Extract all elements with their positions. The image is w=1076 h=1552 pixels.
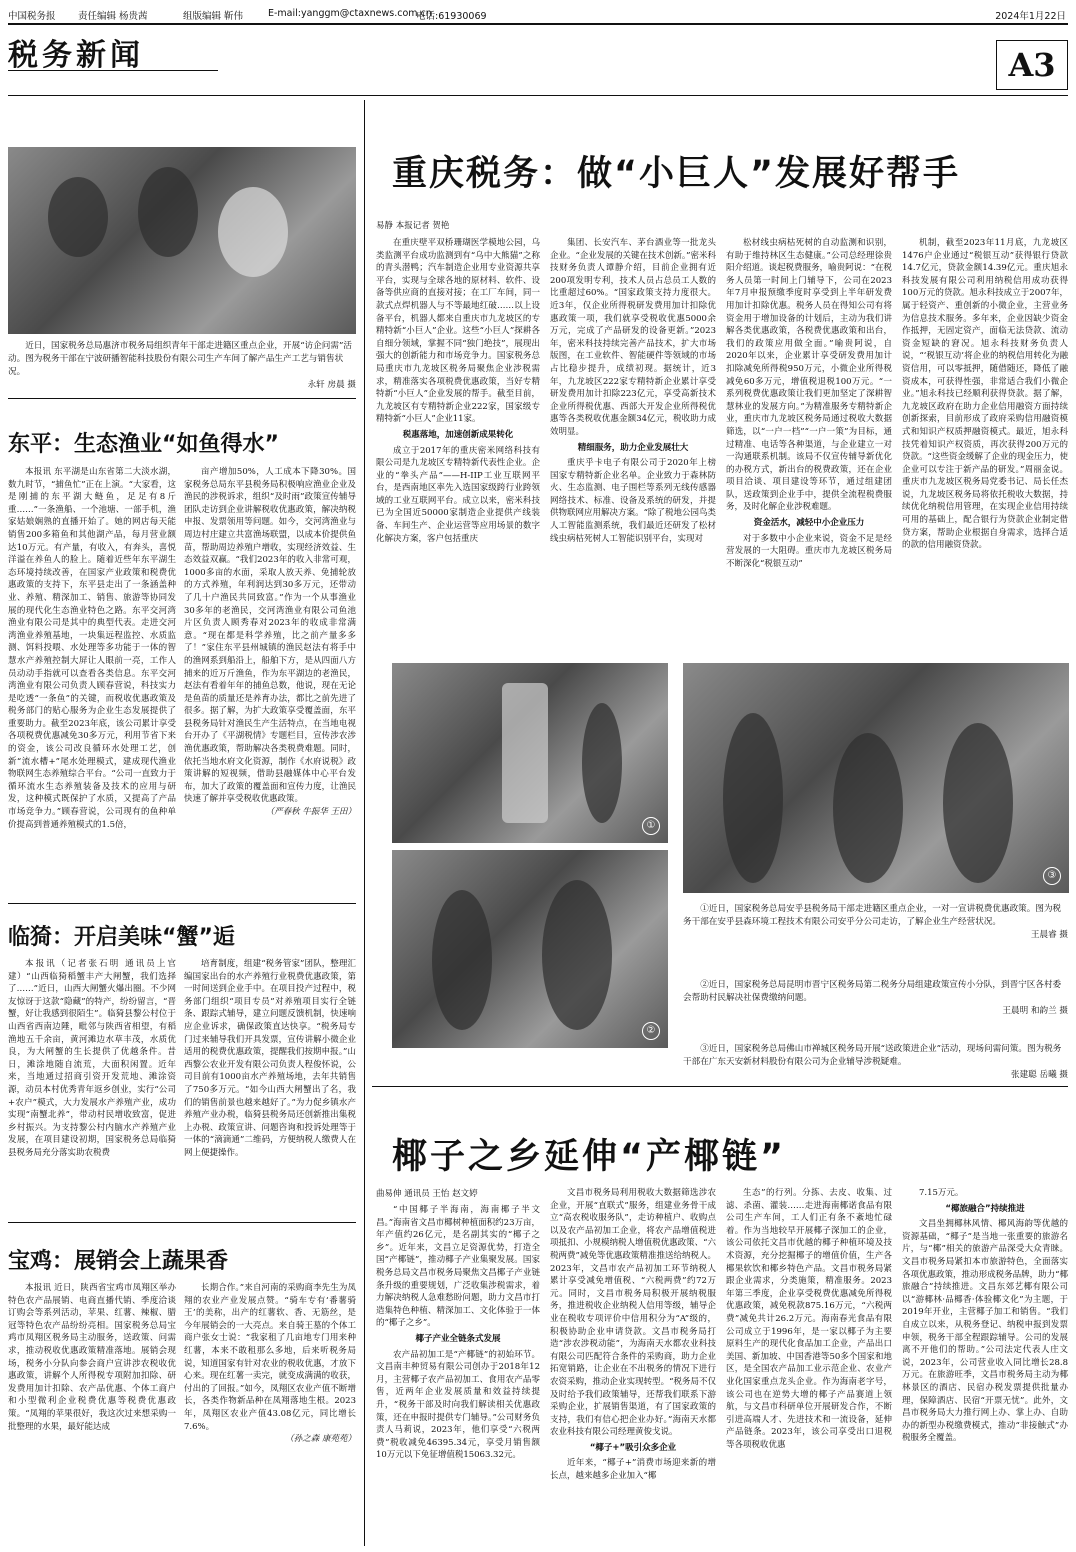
column-rule [364,100,365,1546]
paper-name: 中国税务报 [8,11,56,22]
article-coconut-col1: “中国椰子半海南，海南椰子半文昌。”海南省文昌市椰树种植面积约23万亩，年产值约26亿元，是名副其实的“椰子之乡”。近年来，文昌立足资源优势，打造全国“产椰链”，推动椰子产业集聚发展。国家税务总局文昌市税务局聚焦文昌椰子产业链条升级的重要规划，广泛收集涉税需求，着力解决纳税人急难愁盼问题，助力文昌市打造集特色种植、精深加工、文化体验于一体的“椰子之乡”。 椰子产业全链条式发展 农产品初加工是“产椰链”的初始环节。文昌南丰种贸易有限公司创办于2018年12月，主营椰子农产品初加工、食用农产品零售，近两年企业发展质量和效益持续提升，“税务干部及时向我们解读相关优惠政策，还在申报时提供专门辅导。”公司财务负责人马莉说，2023年，他们享受“六税两费”税收减免46395.34元，享受月销售额10万元以下免征增值税15063.32元。 [376,1205,540,1461]
chongqing-subhead-1: 税惠落地，加速创新成果转化 [402,429,514,440]
article-linyi-col2: 培育制度，组建“税务管家”团队，整理汇编国家出台的水产养殖行业税费优惠政策，第一时间送到企业手中。在项目投产过程中，税务部门组织“项目专员”对养殖项目实行全链条、跟踪式辅导，建立问题反馈机制，快速响应企业诉求，确保政策直达快享。“税务局专门过来辅导我们开具发票，宣传讲解小微企业适用的税费优惠政策，提醒我们按期申报。”山西黎公农业开发有限公司负责人程俊怀说，公司目前有1000亩水产养殖场地，去年共销售了750多万元。“如今山西大闸蟹出了名，我们的销售前景也越来越好了。”为力促乡镇水产养殖产业办税，临猗县税务局还创新推出集税上办税、政策宣讲、问题咨询和投诉处理等于一体的“滴滴通”二维码，方便纳税人缴费人在网上便捷操作。 [184,959,356,1158]
left-photo-caption: 近日，国家税务总局惠济市税务局组织青年干部走进籍区重点企业，开展“访企问需”活动。图为税务干部在宁波研播智能科技股份有限公司生产车间了解产品生产工艺与销售状况。 永轩 房晨 摄 [8,341,356,390]
page-number: A3 [996,40,1068,90]
headline-coconut: 椰子之乡延伸“产椰链” [392,1137,787,1177]
headline-chongqing: 重庆税务：做“小巨人”发展好帮手 [392,154,961,194]
photo-number-2: ② [642,1022,660,1040]
chongqing-subhead-2: 精细服务，助力企业发展壮大 [577,442,689,453]
article-coconut-col4: 7.15万元。 “椰旅融合”持续推进 文昌坐拥椰林风情、椰风海韵等优越的资源基础，“椰子”是当地一张重要的旅游名片，与“椰”相关的旅游产品深受大众青睐。文昌市税务局紧扣本市旅游特色，全面落实各项优惠政策，推动形成税务品牌，助力“椰旅融合”持续推进。文昌东郊艺椰有限公司以“游椰林·品椰香·体验椰文化”为主题，于2019年开业，主营椰子加工和销售。“我们自成立以来，从税务登记、纳税申报到发票申领，税务干部全程跟踪辅导。公司的发展离不开他们的帮助。”公司法定代表人庄文说，2023年，公司营业收入同比增长28.8万元。在旅游旺季，文昌市税务局主动为椰林景区的酒店、民宿办税发票提供批量办理，保障酒店、民宿“开票无忧”。此外，文昌市税务局大力推行网上办、掌上办、自助办的新型办税缴费模式，推动“非接触式”办税服务全覆盖。 [902,1188,1068,1444]
banner-rule [8,95,1068,96]
photo-1-factory-visit [392,663,668,843]
chongqing-subhead-3: 资金活水，减轻中小企业压力 [753,518,865,529]
article-baoji-col1: 本报讯 近日，陕西省宝鸡市凤翔区举办特色农产品展销、电商直播代销、季度洽谈订购会等系列活动，苹果、红薯、辣椒、腊冠等特色农产品纷纷亮相。国家税务总局宝鸡市凤翔区税务局主动服务，送政策、问需求，推动税收优惠政策精准落地。展销会现场，税务小分队向参会商户宣讲涉农税收优惠政策，讲解个人所得税专项附加扣除、研发费用加计扣除、农产品优惠、个体工商户和小型微利企业税费优惠等税费优惠政策。“凤翔的苹果很好，我这次过来想采购一批整理的水果，最好能达成 [8,1283,176,1432]
coconut-subhead-2: “椰子+”吸引众多企业 [589,1442,677,1453]
photo-caption-3: ③近日，国家税务总局佛山市禅城区税务局开展“送政策进企业”活动，现场问需问策。图为税务干部在广东天安新材料股份有限公司为企业辅导涉税疑难。 张建聪 岳曦 摄 [683,1044,1068,1080]
masthead-bar [8,6,1068,22]
phone: 电话:61930069 [416,11,487,22]
header-rule [8,23,1068,25]
coconut-subhead-1: 椰子产业全链条式发展 [415,1333,501,1344]
dongping-sign: （严春秋 牛振华 王田） [265,807,356,818]
divider [8,903,356,904]
photo-number-3: ③ [1043,867,1061,885]
article-baoji-col2: 长期合作。”来自河南的采购商李先生为凤翔的农业产业发展点赞。“骑车专有‘番薯骑王’的美称，出产的红薯软、香、无筋丝，是今年展销会的一大亮点。来自骑王墓的个体工商户张女士说：“我家租了几亩地专门用来种红薯，本来不敢租那么多地，后来听税务局说，知道国家有针对农业的税收优惠，才放下心来。现在红薯一卖完，就变成满满的收获，付出的了回报。”如今，凤翔区农业产值不断增长，各类作物新品种在凤翔落地生根。2023年，凤翔区农业产值43.08亿元，同比增长7.6%。 （孙之森 康苑苑） [184,1283,356,1445]
email: E-mail:yanggm@ctaxnews.com.cn [268,8,432,19]
coconut-subhead-3: “椰旅融合”持续推进 [945,1203,1025,1214]
article-chongqing-col1: 在重庆壁平双桥珊瑚医学模地公园，乌类监测平台成功监测到有“乌中大熊猫”之称的青头潜鸭；汽车制造企业用专业资源共享平台，实现与全球各地的原材料、软件、设备等供应商的直接对接；在工厂车间，同一款式点焊机器人与不等最地红破……以上设备平台，机器人都来自重庆市九龙坡区的专精特新“小巨人”企业。这些“小巨人”探耕各自细分领域，掌握不同“独门绝技”，展现出强大的创新能力和市场竞争力。国家税务总局重庆市九龙坡区税务局聚焦企业涉税需求，精准落实各项税费优惠政策，当好专精特新“小巨人”企业发展的帮手。截至目前，九龙坡区有专精特新企业222家，国家级专精特新“小巨人”企业11家。 税惠落地，加速创新成果转化 成立于2017年的重庆密米网络科技有限公司是九龙坡区专精特新代表性企业。企业的“拳头产品”——H-IIP工业互联网平台，是西南地区率先入选国家级跨行业跨领域的工业互联网平台。成立以来，密米科技已为全国近50000家制造企业提供产线装备、车间生产、企业运营等应用场景的数字化解决方案，客户包括重庆 [376,238,540,544]
editor: 责任编辑 杨贵茜 [78,11,148,22]
section-box [8,30,218,71]
headline-linyi: 临猗：开启美味“蟹”逅 [8,925,235,950]
article-dongping-col1: 本报讯 东平湖是山东省第二大淡水湖，数九时节，“捕鱼忙”正在上演。“大家看，这是刚捕的东平湖大鲢鱼，足足有8斤重……”一条渔船、一个池塘、一部手机，渔家姑娘娴熟的直播开始了。她的网店每天能销售200多箱鱼和其他湖产品，每月营业额达10万元。有产量，有收入，有奔头，喜悦洋溢在养鱼人的脸上。随着近些年东平湖生态环境持续改善，在国家产业政策和税费优惠政策的支持下，东平县走出了一条涵盖种业、养殖、精深加工、销售、旅游等协同发展的现代化生态渔业特色之路。东平交河湾渔业有限公司是其中的典型代表。走进交河湾渔业养殖基地，一块集远程监控、水质监测、饵料投喂、水处理等多功能于一体的智慧水产养殖控制大屏让人眼前一亮，工作人员动动手指就可以查看各类信息。东平交河湾渔业有限公司负责人顾春营说，科技实力是吃透“一条鱼”的关键，而税收优惠政策及税务部门的贴心服务为企业生态发展提供了重要助力。截至2023年底，该公司累计享受各项税费优惠减免30多万元，利用节省下来的资金，该公司改良循环水处理工艺，创新“流水槽+”尾水处理模式，建成现代渔业物联网生态养殖综合平台。“公司一直致力于循环流水生态养殖装备及技术的应用与研发，这种模式既保护了水质，又提高了产品市场竞争力。”顾春营说，公司现有的鱼种单价提高到普通养殖模式的1.5倍， [8,467,176,830]
divider [8,1222,356,1223]
article-chongqing-col4: 机制，截至2023年11月底，九龙坡区1476户企业通过“税银互动”获得银行贷款14.7亿元，贷款金额14.39亿元。重庆旭永科技发展有限公司利用纳税信用成功获得100万元的贷款。旭永科技成立于2007年，属于轻资产、重创新的小微企业，主营业务为信息技术服务。多年来，企业因缺少资金作抵押，无固定资产，面临无法贷款、流动资金短缺的窘况。旭永科技财务负责人说，“‘税银互动’将企业的纳税信用转化为融资信用，可以零抵押，随借随还，降低了融资成本，可获得性强，非常适合我们小微企业。”旭永科技已经顺利获得贷款。据了解，九龙坡区政府在助力企业信用融资方面持续创新探索，目前形成了政府采购信用融资模式和知识产权质押融资模式。最近，旭永科技凭着知识产权资质，再次获得200万元的贷款。“这些资金缓解了企业的现金压力，使企业可以专注于新产品的研发。”周丽金说。重庆市九龙坡区税务局党委书记、局长任杰说，九龙坡区税务局将依托税收大数据，持续优化纳税信用管理，在实现企业信用持续可用的基础上，配合银行为贷款企业制定借贷方案，帮助企业根据自身需求，选择合适的款的信用融资贷款。 [902,238,1068,551]
photo-number-1: ① [642,817,660,835]
photo-3-enterprise-meeting [683,663,1069,893]
photo-2-village-outreach [392,850,668,1048]
photo-caption-1: ①近日，国家税务总局安乎县税务局干部走进籍区重点企业，一对一宣讲税费优惠政策。图为税务干部在安乎县森环境工程技术有限公司安乎分公司走访，了解企业生产经营状况。 王晨睿 摄 [683,904,1068,940]
issue-date: 2024年1月22日 [995,11,1066,22]
section-title: 税务新闻 [8,38,144,73]
left-photo-credit: 永轩 房晨 摄 [307,380,356,390]
layout-editor: 组版编辑 靳伟 [183,11,244,22]
article-chongqing-col2: 集团、长安汽车、茅台酒业等一批龙头企业。“企业发展的关键在技术创新。”密米科技财务负责人谭静介绍，目前企业拥有近200项发明专利，技术人员占总员工人数的比重超过60%。“国家政策支持力度很大。近3年，仅企业所得税研发费用加计扣除优惠政策一项，我们就享受税收优惠5000余万元，完成了产品研发的设备更新。”2023年，密米科技持续完善产品技术，扩大市场版图，在工业软件、智能硬件等领域的市场占比稳步提升，成绩初现。据统计，近3年，九龙坡区222家专精特新企业累计享受研发费用加计扣除223亿元，享受高新技术企业所得税优惠、西部大开发企业所得税优惠等各类税收优惠金额34亿元，税收助力成效明显。 精细服务，助力企业发展壮大 重庆乎卡电子有限公司于2020年上榜国家专精特新企业名单。企业致力于森林防火、生态监测、电子围栏等系列无线传感器网络技术、标准、设备及系统的研发，并提供物联网应用解决方案。“除了税地公园鸟类人工智能监测系统，我们最近还研发了松材线虫病枯死树人工智能识别平台，实现对 [550,238,716,544]
article-linyi-col1: 本报讯（记者张石明 通讯员上官建）“山西临猗稻蟹丰产大闸蟹，我们选择了……”近日，山西大闸蟹火爆出圈。不少网友惊讶于这款“隐藏”的特产，纷纷留言，“晋蟹，好让我感到很陌生”。临猗县黎公村位于山西省西南边陲，毗邻与陕西省相望，有稻渔地五千余亩，黄河滩边水草丰茂，水质优良，为大闸蟹的生长提供了优越条件。昔日，滩涂地随自流荒，大面积闲置。近年来，当地通过招商引资开发荒地、滩涂资源，动员本村优秀青年返乡创业，实行“公司+农户”模式，大力发展水产养殖产业，成功实现“南蟹北养”，带动村民增收致富，促进乡村振兴。为支持黎公村内脑水产养殖产业发展，在项目建设初期，国家税务总局临猗县税务局充分落实助农税费 [8,959,176,1158]
photo-caption-2: ②近日，国家税务总局昆明市晋宁区税务局第二税务分局组建政策宣传小分队，到晋宁区各村委会帮助村民解决社保费缴纳问题。 王晨明 和韵兰 摄 [683,980,1068,1016]
article-dongping-col2: 亩产增加50%，人工成本下降30%。国家税务总局东平县税务局积极响应渔业企业及渔民的涉税诉求，组织“及时雨”政策宣传辅导团队走访到企业讲解税收优惠政策，解决纳税申报、发票领用等问题。如今，交河湾渔业与周边村庄建立共富渔场联盟，以成本价提供鱼苗，帮助周边养殖户增收，实现经济效益、生态效益双赢。“我们2023年的收入非常可观，1000多亩的水面，采取人放天养、免捕轮放的方式养殖，年利润达到30多万元，还带动了几十户渔民共同致富。”作为一个从事渔业30多年的老渔民，交河湾渔业有限公司鱼池片区负责人顾秀春对2023年的收成非常满意。“现在都是科学养殖，比之前产量多多了！”家住东平县州城镇的渔民赵法有将手中的渔网系到船沿上，船舶下方，是从四面八方捕来的近万斤渔鱼，作为东平湖边的老渔民，赵法有看着年年的捕鱼总数，他说，现在无论是鱼苗的质量还是养育办法，都比之前先进了很多。据了解，为扩大政策享受覆盖面，东平县税务局针对渔民生产生活特点，在当地电视台开办了《平湖税情》专题栏目，宣传涉农涉渔优惠政策，帮助解决各类税费难题。同时，依托当地水府文化资源，制作《水府说税》政策讲解的短视频，借助县融媒体中心平台发布，加大了政策的覆盖面和宣传力度，让渔民快速了解并享受税收优惠政策。 （严春秋 牛振华 王田） [184,467,356,818]
baoji-sign: （孙之森 康苑苑） [285,1434,356,1445]
headline-baoji: 宝鸡：展销会上蔬果香 [8,1249,229,1274]
photo-tax-officers-visit [8,147,356,334]
divider [8,398,356,399]
byline-coconut: 曲易伸 通讯员 王怡 赵文婷 [376,1189,478,1199]
article-chongqing-col3: 松材线虫病枯死树的自动监测和识别，有助于维持林区生态健康。”公司总经理徐贵阳介绍道。谈起税费服务，喻贵阿说：“在税务人员第一时间上门辅导下，公司在2023年7月申报预缴季度时享受到上半年研发费用加计扣除优惠。税务人员在得知公司有将资金用于增加设备的计划后，主动为我们讲解各类优惠政策，各税费优惠政策和出台，我们的政策应用做全面。”喻贵阿说，自2020年以来，企业累计享受研发费用加计扣除减免所得税950万元，小微企业所得税减免60多万元，增值税退税100万元。“一系列税费优惠政策让我们更加坚定了深耕智慧林业的发展方向。”为精准服务专精特新企业，重庆市九龙坡区税务局通过税收大数据筛选，以“一户一档”“一户一策”为目标，通过精准、电话等各种渠道，与企业建立一对一沟通联系机制。该局不仅宣传辅导新优化的办税方式，新出台的税费政策，还在企业项目洽谈、项目建设等环节，通过组建团队，送政策到企业手中，提供全流程税费服务，及时化解企业涉税难题。 资金活水，减轻中小企业压力 对于多数中小企业来说，资金不足是经营发展的一大阻碍。重庆市九龙坡区税务局不断深化“税银互动” [726,238,892,569]
headline-dongping: 东平：生态渔业“如鱼得水” [8,432,279,457]
divider [372,1086,1068,1087]
article-coconut-col3: 生态”的行列。分拣、去皮、收集、过滤、杀菌、灌装……走进海南椰诺食品有限公司生产车间，工人们正有条不紊地忙碌着。作为当地较早开展椰子深加工的企业，该公司依托文昌市优越的椰子种植环境及技术资源，充分挖掘椰子的增值价值，生产各椰果软饮和椰乡特色产品。文昌市税务局紧跟企业需求，分类施策，精准服务。2023年第三季度，企业享受税费优惠减免所得税优惠政策，减免税款875.16万元，“六税两费”减免共计26.2万元。海南春光食品有限公司成立于1996年，是一家以椰子为主要原料生产的现代化食品加工企业，产品出口美国、新加坡、中国香港等50多个国家和地区，是全国农产品加工业示范企业、农业产业化国家重点龙头企业。作为海南老字号，该公司也在逆势大增的椰子产品赛道上领航，与文昌市科研单位开展研发合作，不断引进高端人才、先进技术和一流设备，延伸产品链条。2023年，该公司享受出口退税等各项税收优惠 [726,1188,892,1450]
article-coconut-col2: 文昌市税务局利用税收大数据筛选涉农企业，开展“直联式”服务，组建业务骨干成立“高农税收服务队”，走访种植户、收购点以及农产品初加工企业，将农产品增值税进项抵扣、小规模纳税人增值税优惠政策、“六税两费”减免等优惠政策精准推送给纳税人。2023年，文昌市农产品初加工环节纳税人累计享受减免增值税、“六税两费”约72万元。同时，文昌市税务局积极开展纳税服务，推进税收企业纳税人信用等级，辅导企业在税收专项评价中信用积分为“A”级的，积极协助企业申请贷款。文昌市税务局打造“涉农涉税动能”，为海南天水都农业科技有限公司匹配符合条件的采购商，助力企业拓宽销路，让企业在不出税务的情况下进行农资采购，推动企业实现转型。“税务局不仅及时给予我们政策辅导，还帮我们联系下游采购企业，扩展销售渠道，有了国家政策的支持，我们有信心把企业办好。”海南天水都农业科技有限公司经理黄俊戈说。 “椰子+”吸引众多企业 近年来，“椰子+”消费市场迎来新的增长点，越来越多企业加入“椰 [550,1188,716,1482]
byline-chongqing: 易静 本报记者 贺艳 [376,221,450,231]
